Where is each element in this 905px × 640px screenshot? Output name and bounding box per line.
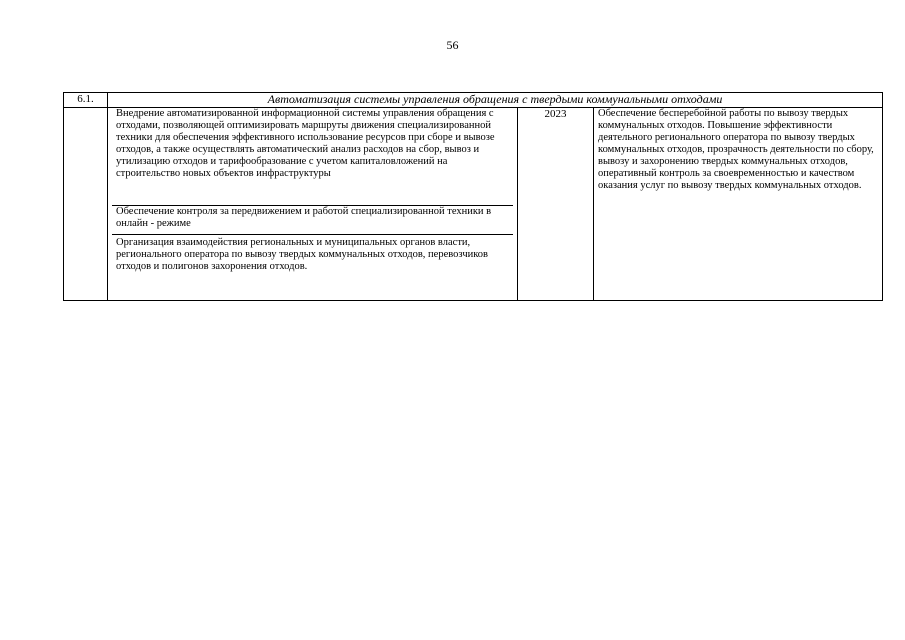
section-header-row [64, 93, 883, 108]
plan-table [63, 92, 883, 301]
task-item: Обеспечение контроля за передвижением и работой специализированной техники в онлайн - режиме [112, 205, 513, 234]
section-number: 6.1. [64, 93, 108, 108]
page-number: 56 [446, 38, 459, 52]
result-cell: Обеспечение бесперебойной работы по вывозу твердых коммунальных отходов. Повышение эффективности деятельного регионального оператора по вывозу твердых коммунальных отходов, прозрачность деятельности по сбору, вывозу и захоронению твердых коммунальных отходов, оперативный контроль за своевременностью и качеством оказания услуг по вывозу твердых коммунальных отходов. [594, 108, 883, 301]
task-item: Организация взаимодействия региональных и муниципальных органов власти, регионального оператора по вывозу твердых коммунальных отходов, перевозчиков отходов и полигонов захоронения отходов. [112, 234, 513, 300]
task-item: Внедрение автоматизированной информационной системы управления обращения с отходами, позволяющей оптимизировать маршруты движения специализированной техники для обеспечения эффективного использование ресурсов при сборе и вывозе отходов, а также осуществлять автоматический анализ расходов на сбор, вывоз и утилизацию отходов и тарифообразование с учетом капиталовложений на строительство новых объектов инфраструктуры [116, 108, 495, 179]
table-row [64, 108, 883, 301]
empty-number-cell [64, 108, 108, 301]
tasks-cell [108, 108, 518, 301]
section-title: Автоматизация системы управления обращения с твердыми коммунальными отходами [108, 93, 883, 108]
year-cell: 2023 [518, 108, 594, 301]
